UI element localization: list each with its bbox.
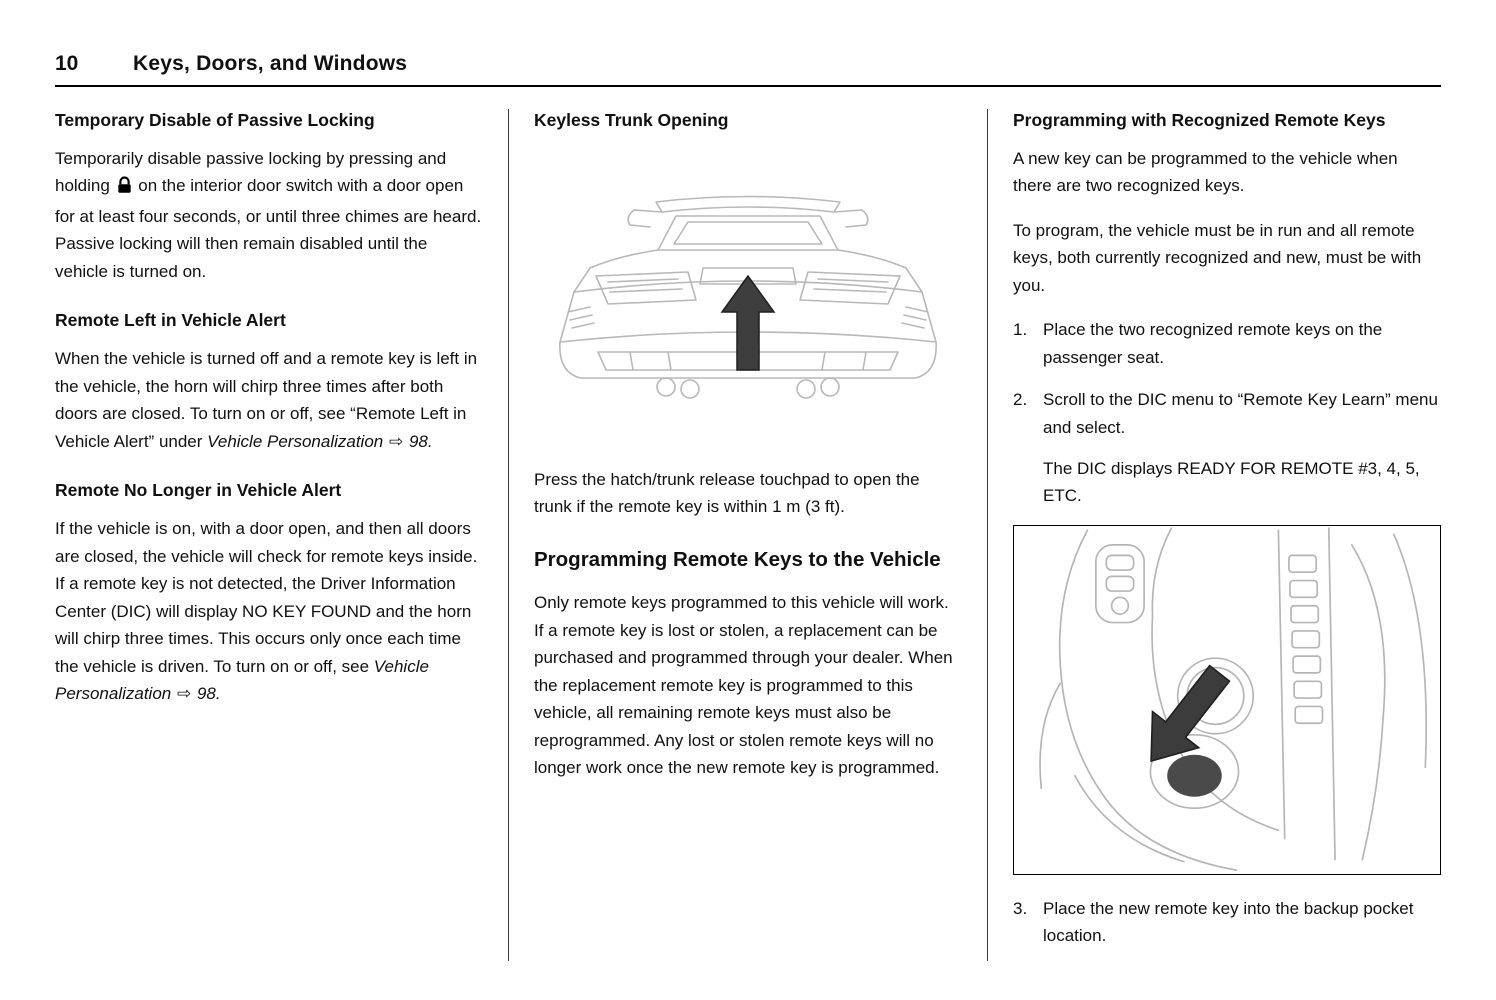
heading-remote-no-longer-in-vehicle-alert: Remote No Longer in Vehicle Alert [55,480,342,501]
heading-programming-with-recognized-keys: Programming with Recognized Remote Keys [1013,110,1386,130]
heading-programming-remote-keys: Programming Remote Keys to the Vehicle [534,547,941,571]
cross-reference-page: 98. [408,431,433,451]
column-divider [508,109,509,961]
step-number: 3. [1013,898,1028,918]
step-2-subtext: The DIC displays READY FOR REMOTE #3, 4, 5, ETC. [1043,458,1420,506]
para-passive-locking-text-2: on the interior door switch with a door open for at least four seconds, or until three chimes are heard. Passive locking will then remain disabled until the vehicle is turned on. [55,176,482,281]
step-2 [1013,386,1441,509]
page-header [55,0,1441,76]
step-number: 1. [1013,320,1028,340]
step-3 [1013,895,1441,950]
cross-reference-arrow-icon: ⇨ [388,431,404,451]
heading-temporary-disable-passive-locking: Temporary Disable of Passive Locking [55,110,375,130]
step-text: Place the new remote key into the backup pocket location. [1043,898,1414,946]
para-trunk-release: Press the hatch/trunk release touchpad to open the trunk if the remote key is within 1 m (3 ft). [534,469,920,517]
up-arrow-icon [722,276,774,370]
column-2 [534,109,962,961]
car-rear-view-drawing [538,172,958,422]
para-remote-no-longer-alert [55,515,483,708]
cross-reference-page: 98. [196,684,221,704]
step-2-text: Scroll to the DIC menu to “Remote Key Learn” menu and select. [1043,390,1438,437]
heading-remote-left-in-vehicle-alert: Remote Left in Vehicle Alert [55,310,286,331]
chapter-title: Keys, Doors, and Windows [133,52,408,75]
center-console-drawing [1014,526,1440,874]
cross-reference-title: Vehicle Personalization [207,431,384,451]
cross-reference-arrow-icon: ⇨ [176,684,192,704]
programming-steps [1013,316,1441,950]
lock-icon [117,175,132,203]
column-3 [1013,109,1441,961]
header-rule [55,85,1441,87]
heading-keyless-trunk-opening: Keyless Trunk Opening [534,110,729,130]
step-number: 2. [1013,390,1028,410]
step-text [1043,386,1441,509]
para-passive-locking [55,145,483,286]
step-1 [1013,316,1441,371]
para-passive-locking-text-1: Temporarily disable passive locking by pressing and holding [55,148,447,196]
para-programming-remote-keys: Only remote keys programmed to this vehicle will work. If a remote key is lost or stolen, a replacement can be purchased and programmed through your dealer. When the replacement remote key is programmed to this vehicle, all remaining remote keys must also be reprogrammed. Any lost or stolen remote keys will no longer work once the new remote key is programmed. [534,593,953,778]
column-divider [987,109,988,961]
cross-reference-title: Vehicle Personalization [55,656,429,704]
para-remote-left-alert [55,345,483,455]
para-to-program: To program, the vehicle must be in run and all remote keys, both currently recognized and new, must be with you. [1013,220,1422,295]
step-text: Place the two recognized remote keys on the passenger seat. [1043,320,1383,367]
para-new-key-programmed: A new key can be programmed to the vehicle when there are two recognized keys. [1013,148,1398,196]
para-remote-no-longer-alert-text: If the vehicle is on, with a door open, and then all doors are closed, the vehicle will check for remote keys inside. If a remote key is not detected, the Driver Information Center (DIC) will display NO KEY FOUND and the horn will chirp three times. This occurs only once each time the vehicle is driven. To turn on or off, see [55,519,478,676]
console-backup-pocket-illustration [1013,525,1441,875]
column-1 [55,109,483,961]
rear-trunk-release-illustration [538,172,958,422]
content-columns [55,109,1441,961]
para-remote-left-alert-text: When the vehicle is turned off and a remote key is left in the vehicle, the horn will chirp three times after both doors are closed. To turn on or off, see “Remote Left in Vehicle Alert” under [55,349,478,451]
page-number: 10 [55,52,79,75]
